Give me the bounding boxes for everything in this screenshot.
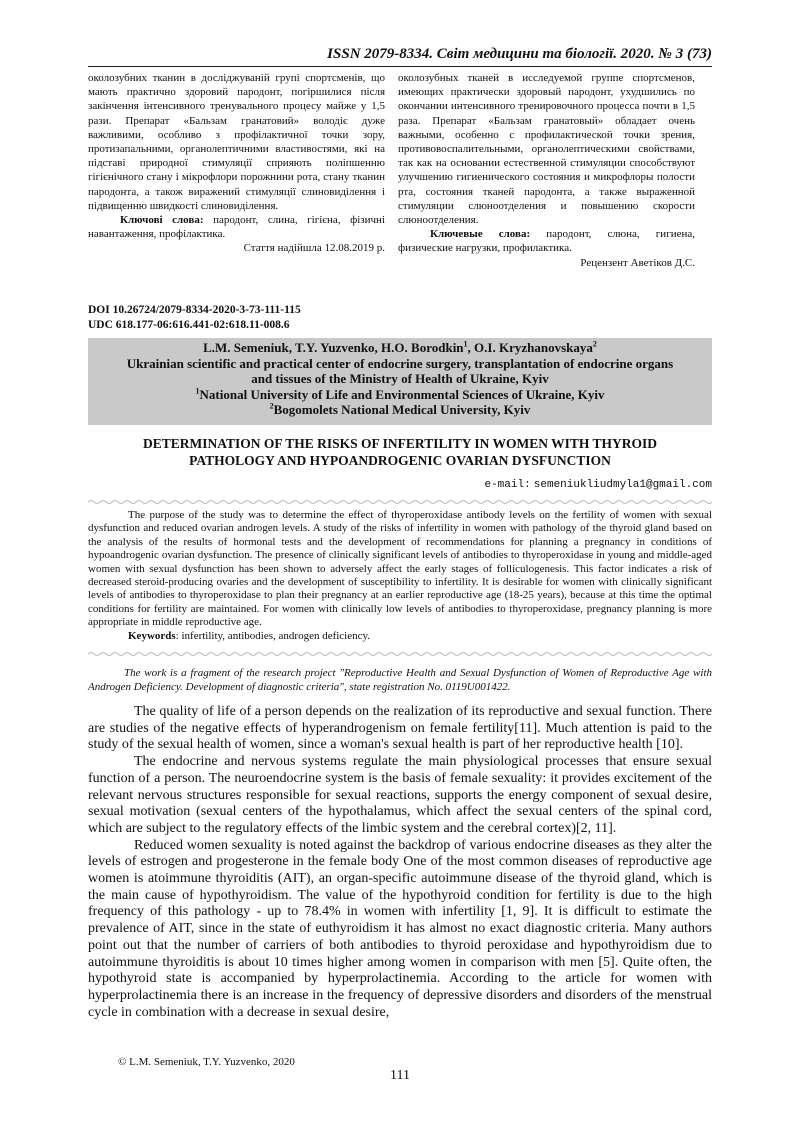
summary-russian-keywords: [398, 227, 695, 255]
affiliation-1: $^1$National University of Life and Environmental Sciences of Ukraine, Kyiv: [195, 386, 605, 402]
contact-email: [484, 478, 712, 491]
keywords-label: Ключові слова:: [120, 214, 204, 227]
udc: UDC 618.177-06:616.441-02:618.11-008.6: [88, 319, 290, 331]
email-label: e-mail:: [484, 479, 531, 491]
wavy-divider-top: [88, 499, 712, 505]
keywords-text: : infertility, antibodies, androgen deficiency.: [175, 629, 371, 642]
email-link[interactable]: semeniukliudmyla1@gmail.com: [533, 479, 712, 491]
keywords-label: Keywords: [128, 629, 176, 642]
body-paragraph: The endocrine and nervous systems regulate the main physiological processes that ensure sexual function of a person. The neuroendocrine system is the basis of female sexuality: it provides excitement of the relevant nervous structures responsible for sexual reactions, supports the energy component of sexual desire, sexual motivation (sexual centers of the hypothalamus, which affect the sexual centers of the spinal cord, which are subject to the regulatory effects of the limbic system and the cerebral cortex)[2, 11].: [88, 754, 712, 836]
page-number: 111: [390, 1068, 410, 1083]
header-rule: [88, 66, 712, 67]
authors-affiliations: [88, 338, 712, 425]
article-title: DETERMINATION OF THE RISKS OF INFERTILITY IN WOMEN WITH THYROID PATHOLOGY AND HYPOANDROGENIC OVARIAN DYSFUNCTION: [143, 436, 657, 468]
reviewer: Рецензент Аветіков Д.С.: [580, 256, 695, 269]
summary-ukrainian-keywords: [88, 213, 385, 241]
summary-ukrainian: [88, 71, 385, 256]
summary-ukrainian-text: околозубних тканин в досліджуваній групі спортсменів, що мають практично здоровий пародонт, погіршилися після закінчення інтенсивного тренувального процесу майже у 1,5 рази. Препарат «Бальзам гранатовий» володіє дуже важливими, особливо з профілактичної точки зору, протизапальними, органолептичними властивостями, які на підставі природної стимуляції сприяють поліпшенню гігієнічного стану і мікрофлори порожнини рота, стану тканин пародонта, а також виражений стимуляції слиновиділення і підвищенню швидкості слиновиділення.: [88, 72, 385, 212]
affiliation-main-1: Ukrainian scientific and practical center of endocrine surgery, transplantation of endocrine organs: [126, 355, 674, 371]
author-list: L.M. Semeniuk, T.Y. Yuzvenko, H.O. Borodkin$^1$, O.I. Kryzhanovskaya$^2$: [203, 339, 597, 355]
keywords-label: Ключевые слова:: [430, 228, 531, 241]
keywords-text: пародонт, слина, гігієна, фізичні навантаження, профілактика.: [88, 214, 386, 241]
keywords-text: пародонт, слюна, гигиена, физические нагрузки, профилактика.: [398, 228, 695, 255]
article-identifiers: [88, 303, 301, 333]
affiliation-2: $^2$Bogomolets National Medical University, Kyiv: [269, 401, 531, 417]
journal-header: ISSN 2079-8334. Світ медицини та біології. 2020. № 3 (73): [327, 46, 712, 62]
project-note: The work is a fragment of the research project "Reproductive Health and Sexual Dysfunction of Women of Reproductive Age with Androgen Deficiency. Development of diagnostic criteria", state registration No. 0119U001422.: [88, 667, 712, 693]
received-date: Стаття надійшла 12.08.2019 р.: [243, 242, 385, 255]
article-body: [88, 704, 712, 1021]
abstract-keywords: [88, 630, 712, 643]
abstract-text: The purpose of the study was to determine the effect of thyroperoxidase antibody levels on the fertility of women with sexual dysfunction and reduced ovarian androgen levels. A study of the risks of infertility in women with pathology of the thyroid gland based on the analysis of the results of hormonal tests and the development of recommendations for planning a pregnancy in conditions of hypoandrogenic ovarian dysfunction. The presence of clinically significant levels of antibodies to thyroperoxidase in young and middle-aged women with sexual dysfunction has been shown to adversely affect the early stages of folliculogenesis. This factor indicates a risk of decreased steroid-producing ovaries and the development of susceptibility to infertility. It is desirable for women with clinically significant levels of antibodies to thyroperoxidase to plan their pregnancy at an earlier reproductive age (18-25 years), because at this time the optimal conditions for fertility are maintained. For women with clinically low levels of antibodies to thyroperoxidase, pregnancy planning is more appropriate in middle reproductive age.: [88, 509, 712, 629]
summary-russian: [398, 71, 695, 270]
wavy-divider-bottom: [88, 651, 712, 657]
summary-russian-text: околозубных тканей в исследуемой группе спортсменов, имеющих практически здоровый пародонт, ухудшились по окончании интенсивного тренировочного процесса почти в 1,5 раза. Препарат «Бальзам гранатовый» обладает очень важными, особенно с профилактической точки зрения, противовоспалительными, органолептическими свойствами, так как на основании естественной стимуляции способствуют улучшению гигиенического состояния и микрофлоры полости рта, состояния тканей пародонта, а также выраженной стимуляции слюноотделения и повышению скорости слюноотделения.: [398, 72, 695, 227]
body-paragraph: Reduced women sexuality is noted against the backdrop of various endocrine diseases as they alter the levels of estrogen and progesterone in the female body One of the most common diseases of reproductive age women is atoimmune thyroiditis (AIT), an organ-specific autoimmune disease of the thyroid gland, which is the main cause of hypothyroidism. The value of the hypothyroid condition for fertility is due to the high frequency of this pathology - up to 78.4% in women with infertility [1, 9]. It is difficult to estimate the prevalence of AIT, since in the state of euthyroidism it has almost no exact diagnostic criteria. Many authors point out that the number of carriers of both antibodies to thyroid peroxidase and hypothyroidism due to autoimmune thyroiditis is about 10 times higher among women in comparison with men [5]. Quite often, the hypothyroid state is accompanied by hyperprolactinemia. According to the article for women with hyperprolactinemia there is an increase in the frequency of depressive disorders and disorders of the menstrual cycle in combination with a decrease in sexual desire,: [88, 837, 712, 1020]
copyright: © L.M. Semeniuk, T.Y. Yuzvenko, 2020: [118, 1056, 295, 1068]
abstract: [88, 509, 712, 643]
body-paragraph: The quality of life of a person depends on the realization of its reproductive and sexual function. There are studies of the negative effects of hyperandrogenism on female fertility[11]. Much attention is paid to the study of the sexual health of women, since a woman's sexual health is part of her reproductive health [10].: [88, 704, 712, 753]
doi: DOI 10.26724/2079-8334-2020-3-73-111-115: [88, 304, 301, 316]
affiliation-main-2: and tissues of the Ministry of Health of Ukraine, Kyiv: [251, 371, 549, 386]
